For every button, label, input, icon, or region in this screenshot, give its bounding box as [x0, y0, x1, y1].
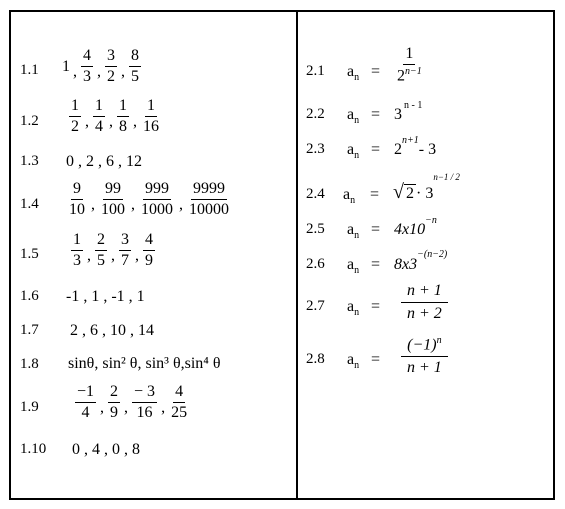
formula-2-3: 2 $^{n+1}$ - 3 [394, 135, 437, 158]
term-symbol: $a_n$ [347, 141, 360, 162]
equals-sign: = [371, 221, 381, 238]
formula-2-6: 8x3 $^{-(n-2)}$ [394, 249, 448, 273]
equals-sign: = [371, 351, 381, 368]
term-symbol: $a_n$ [347, 298, 360, 319]
term-symbol: $a_n$ [347, 256, 360, 277]
item-label: 1.8 [20, 356, 39, 372]
fraction: $\frac{4}{9}$ [145, 231, 153, 269]
item-label: 1.6 [20, 288, 39, 304]
sequence-1-10: 0 , 4 , 0 , 8 [72, 441, 140, 458]
term-symbol: $a_n$ [347, 63, 360, 84]
fraction: $\frac{4}{25}$ [171, 383, 188, 421]
equals-sign: = [371, 298, 381, 315]
item-label: 2.6 [306, 256, 325, 272]
fraction: $\frac{2}{5}$ [97, 231, 105, 269]
column-divider [296, 10, 298, 500]
fraction: $\frac{9999}{10000}$ [189, 180, 229, 218]
item-label: 1.10 [20, 441, 47, 457]
item-label: 1.9 [20, 399, 39, 415]
fraction: $\frac{1}{2}$ [71, 97, 79, 135]
fraction: $\frac{999}{1000}$ [141, 180, 173, 218]
term-symbol: $a_n$ [343, 186, 356, 207]
formula-2-4: √ 2 · 3 n−1 / 2 [393, 172, 460, 203]
formula-2-7: $\frac{n + 1}{n + 2}$ [400, 283, 449, 322]
sequence-1-5: $\frac{1}{3}$ , $\frac{2}{5}$ , $\frac{3}{7}$ , $\frac{4}{9}$ [73, 231, 153, 269]
sequence-1-3: 0 , 2 , 6 , 12 [66, 153, 142, 170]
formula-2-2: 3 $^{n - 1}$ [394, 100, 423, 123]
fraction: $\frac{3}{2}$ [107, 47, 115, 85]
equals-sign: = [371, 63, 381, 80]
sequence-1-7: 2 , 6 , 10 , 14 [70, 322, 154, 339]
sequence-1-2: $\frac{1}{2}$ , $\frac{1}{4}$ , $\frac{1}{8}$ , $\frac{1}{16}$ [71, 97, 159, 135]
term-symbol: $a_n$ [347, 106, 360, 127]
sequence-1-1: 1 , $\frac{4}{3}$ , $\frac{3}{2}$ , $\frac{8}{5}$ [62, 47, 139, 85]
item-label: 2.8 [306, 351, 325, 367]
item-label: 2.4 [306, 186, 325, 202]
equals-sign: = [370, 186, 380, 203]
item-label: 1.7 [20, 322, 39, 338]
item-label: 2.1 [306, 63, 325, 79]
item-label: 1.4 [20, 196, 39, 212]
equals-sign: = [371, 256, 381, 273]
item-label: 1.2 [20, 113, 39, 129]
fraction: $\frac{- 3}{16}$ [134, 383, 156, 421]
fraction: $\frac{4}{3}$ [83, 47, 91, 85]
fraction: $\frac{2}{9}$ [110, 383, 119, 421]
fraction: $\frac{-1}{4}$ [77, 383, 95, 421]
term-symbol: $a_n$ [347, 221, 360, 242]
formula-2-1: $\frac{1}{2^{n-1}}$ [397, 45, 422, 85]
item-label: 1.3 [20, 153, 39, 169]
fraction: $\frac{1}{8}$ [119, 97, 127, 135]
fraction: $\frac{3}{7}$ [121, 231, 129, 269]
sequence-1-4: $\frac{9}{10}$ , $\frac{99}{100}$ , $\frac{999}{1000}$ , $\frac{9999}{10000}$ [69, 180, 229, 218]
fraction: $\frac{99}{100}$ [101, 180, 125, 218]
item-label: 2.3 [306, 141, 325, 157]
fraction: $\frac{1}{4}$ [95, 97, 103, 135]
sequence-1-6: -1 , 1 , -1 , 1 [66, 288, 145, 305]
equals-sign: = [371, 141, 381, 158]
sequence-1-8: sinθ, sin² θ, sin³ θ,sin⁴ θ [68, 355, 221, 372]
fraction: $\frac{9}{10}$ [69, 180, 85, 218]
formula-2-8: $\frac{(-1)^n}{n + 1}$ [400, 336, 449, 376]
item-label: 2.2 [306, 106, 325, 122]
item-label: 1.5 [20, 246, 39, 262]
item-label: 1.1 [20, 62, 39, 78]
item-label: 2.5 [306, 221, 325, 237]
fraction: $\frac{1}{16}$ [143, 97, 159, 135]
equals-sign: = [371, 106, 381, 123]
fraction: $\frac{8}{5}$ [131, 47, 139, 85]
term-symbol: $a_n$ [347, 351, 360, 372]
formula-2-5: 4x10 $^{-n}$ [394, 215, 437, 238]
sequence-1-9: $\frac{-1}{4}$ , $\frac{2}{9}$ , $\frac{- 3}{16}$ , $\frac{4}{25}$ [77, 383, 188, 421]
term: 1 [62, 57, 70, 75]
fraction: $\frac{1}{3}$ [73, 231, 81, 269]
item-label: 2.7 [306, 298, 325, 314]
